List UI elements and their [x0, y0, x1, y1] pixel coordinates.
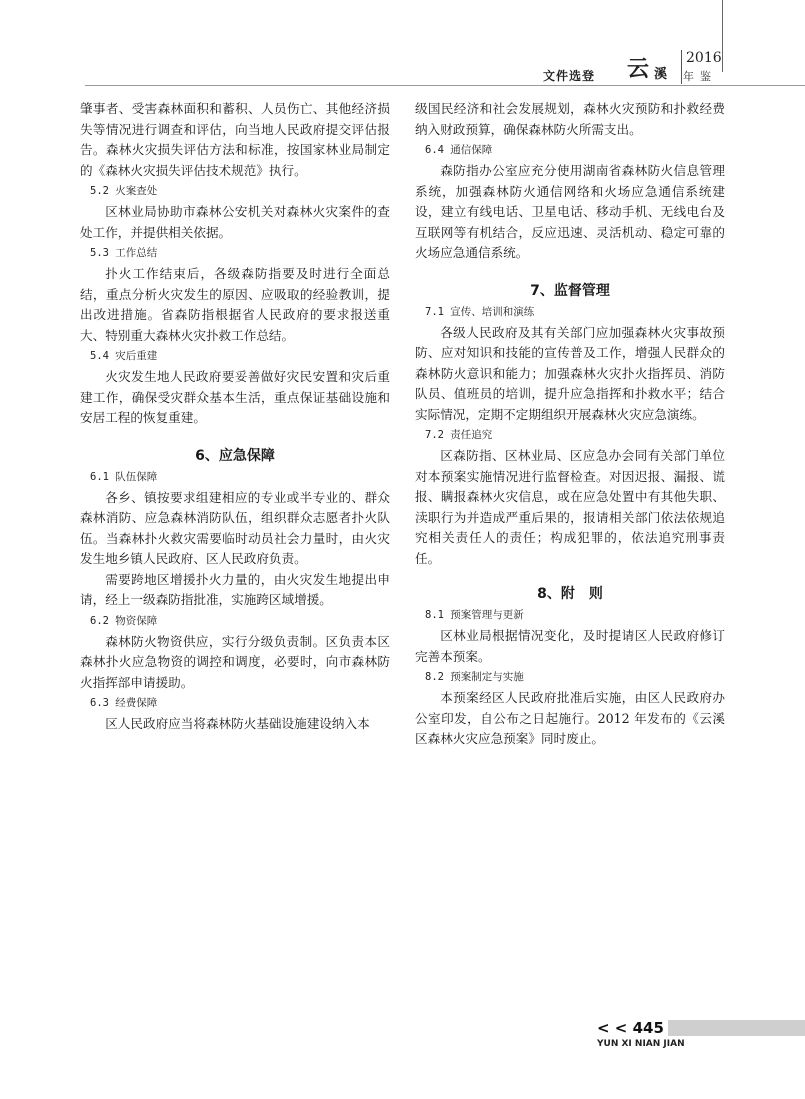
paragraph-5-4: 火灾发生地人民政府要妥善做好灾民安置和灾后重建工作，确保受灾群众基本生活，重点保证基础设施和安居工程的恢复重建。 — [80, 369, 390, 425]
page-number: < < 445 — [597, 1019, 664, 1037]
section-heading-8: 8、附 则 — [537, 586, 603, 602]
header-logo-divider — [681, 50, 682, 84]
paragraph-5-2: 区林业局协助市森林公安机关对森林火灾案件的查处工作，并提供相关依据。 — [80, 204, 390, 240]
subheading-8-2: 8.2 预案制定与实施 — [425, 671, 524, 683]
paragraph-6-3-continued: 级国民经济和社会发展规划，森林火灾预防和扑救经费纳入财政预算，确保森林防火所需支出。 — [415, 101, 725, 137]
paragraph-6-3: 区人民政府应当将森林防火基础设施建设纳入本 — [105, 716, 370, 731]
paragraph-8-1: 区林业局根据情况变化，及时提请区人民政府修订完善本预案。 — [415, 628, 725, 664]
right-column — [415, 99, 725, 750]
subheading-6-1: 6.1 队伍保障 — [90, 470, 158, 483]
subheading-6-2: 6.2 物资保障 — [90, 614, 158, 627]
paragraph-6-4: 森防指办公室应充分使用湖南省森林防火信息管理系统，加强森林防火通信网络和火场应急通信系统建设，建立有线电话、卫星电话、移动手机、无线电台及互联网等有机结合，反应迅速、灵活机动、稳定可靠的火场应急通信系统。 — [415, 163, 725, 260]
header-yearbook-label: 年鉴 — [683, 70, 717, 83]
paragraph-6-1b: 需要跨地区增援扑火力量的，由火灾发生地提出申请，经上一级森防指批准，实施跨区域增援。 — [80, 571, 390, 607]
left-column — [80, 99, 390, 735]
header-divider-vertical — [722, 0, 723, 72]
paragraph-5-1-continued: 肇事者、受害森林面积和蓄积、人员伤亡、其他经济损失等情况进行调查和评估，向当地人民政府提交评估报告。森林火灾损失评估方法和标准，按国家林业局制定的《森林火灾损失评估技术规范》执行。 — [80, 101, 390, 178]
header-section-title: 文件选登 — [543, 69, 596, 83]
subheading-5-2: 5.2 火案查处 — [90, 185, 158, 197]
subheading-7-2: 7.2 责任追究 — [425, 429, 493, 441]
footer-gray-bar — [668, 1020, 805, 1036]
yearbook-logo-main: 云 — [627, 56, 650, 82]
subheading-8-1: 8.1 预案管理与更新 — [425, 609, 524, 621]
paragraph-6-2: 森林防火物资供应，实行分级负责制。区负责本区森林扑火应急物资的调控和调度，必要时，向市森林防火指挥部申请援助。 — [80, 633, 390, 690]
paragraph-7-1: 各级人民政府及其有关部门应加强森林火灾事故预防、应对知识和技能的宣传普及工作，增强人民群众的森林防火意识和能力；加强森林火灾扑火指挥员、消防队员、值班员的培训，提升应急指挥和扑救水平；结合实际情况，定期不定期组织开展森林火灾应急演练。 — [415, 324, 725, 422]
subheading-6-3: 6.3 经费保障 — [90, 697, 158, 709]
footer-yearbook-name: YUN XI NIAN JIAN — [597, 1039, 685, 1049]
section-heading-7: 7、监督管理 — [530, 282, 610, 299]
subheading-5-4: 5.4 灾后重建 — [90, 350, 158, 362]
subheading-7-1: 7.1 宣传、培训和演练 — [425, 305, 535, 318]
section-heading-6: 6、应急保障 — [195, 447, 275, 464]
header-rule — [85, 85, 805, 86]
paragraph-5-3: 扑火工作结束后，各级森防指要及时进行全面总结，重点分析火灾发生的原因、应吸取的经验教训，提出改进措施。省森防指根据省人民政府的要求报送重大、特别重大森林火灾扑救工作总结。 — [80, 266, 390, 343]
subheading-5-3: 5.3 工作总结 — [90, 247, 158, 259]
yearbook-logo-second: 溪 — [654, 67, 668, 82]
header-year: 2016 — [686, 50, 722, 66]
subheading-6-4: 6.4 通信保障 — [425, 144, 493, 156]
paragraph-7-2: 区森防指、区林业局、区应急办会同有关部门单位对本预案实施情况进行监督检查。对因迟报、漏报、谎报、瞒报森林火灾信息，或在应急处置中有其他失职、渎职行为并造成严重后果的，报请相关部门依法依规追究相关责任人的责任；构成犯罪的，依法追究刑事责任。 — [415, 448, 725, 566]
paragraph-8-2: 本预案经区人民政府批准后实施，由区人民政府办公室印发，自公布之日起施行。2012 年发布的《云溪区森林火灾应急预案》同时废止。 — [415, 690, 725, 746]
paragraph-6-1a: 各乡、镇按要求组建相应的专业或半专业的、群众森林消防、应急森林消防队伍，组织群众志愿者扑火队伍。当森林扑火救灾需要临时动员社会力量时，由火灾发生地乡镇人民政府、区人民政府负责。 — [80, 489, 390, 566]
